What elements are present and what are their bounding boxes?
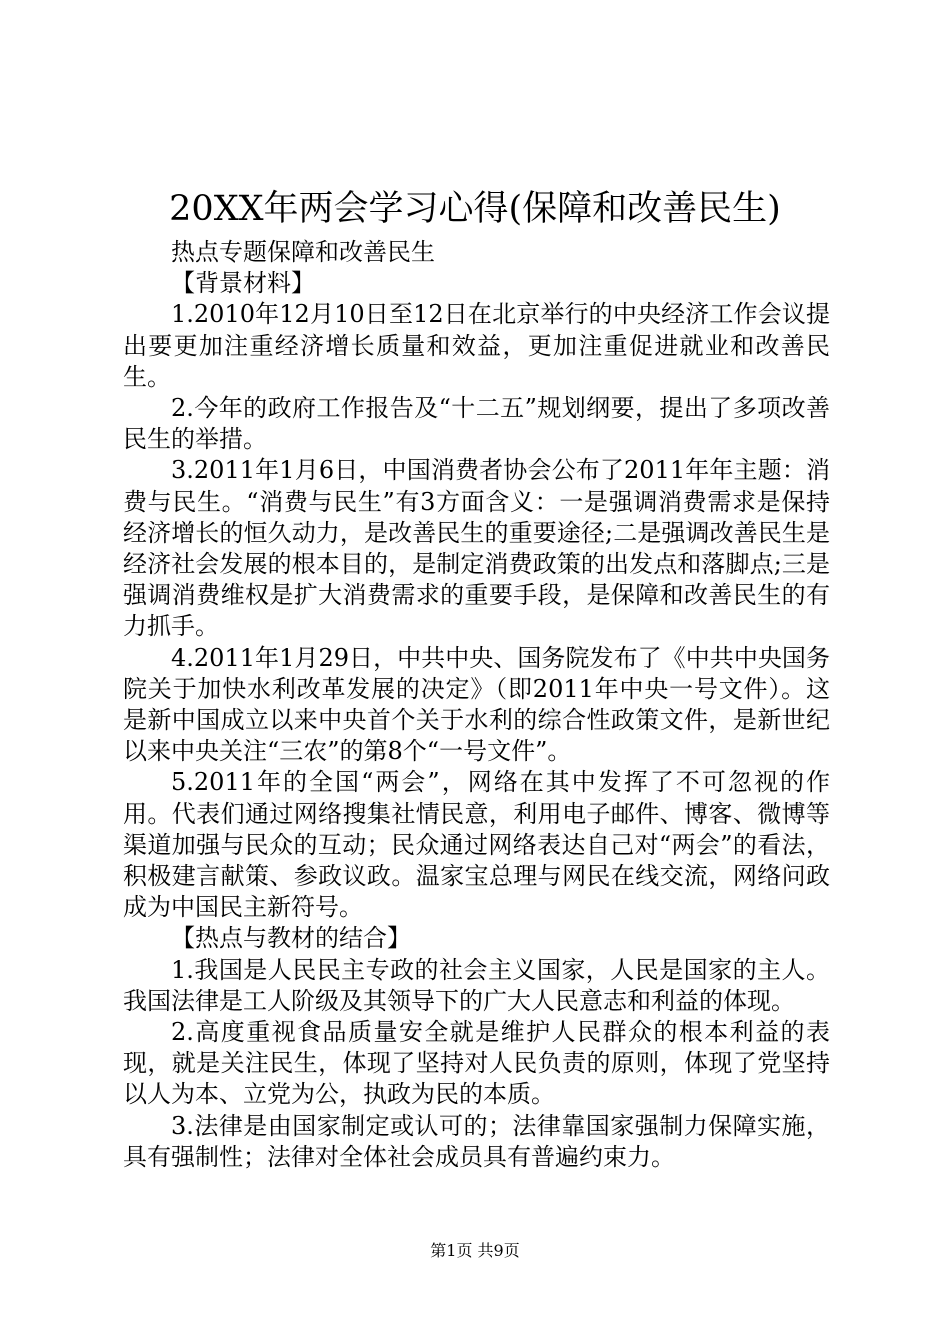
page-footer: 第1页 共9页: [430, 1241, 520, 1260]
document-title: 20XX年两会学习心得(保障和改善民生): [169, 189, 781, 229]
paragraph-background-1: 1.2010年12月10日至12日在北京举行的中央经济工作会议提出要更加注重经济增长质量和效益，更加注重促进就业和改善民生。: [123, 300, 830, 391]
paragraph-background-5: 5.2011年的全国“两会”，网络在其中发挥了不可忽视的作用。代表们通过网络搜集社情民意，利用电子邮件、博客、微博等渠道加强与民众的互动；民众通过网络表达自己对“两会”的看法，积极建言献策、参政议政。温家宝总理与网民在线交流，网络问政成为中国民主新符号。: [123, 768, 830, 922]
paragraph-hotspot-3: 3.法律是由国家制定或认可的；法律靠国家强制力保障实施，具有强制性；法律对全体社会成员具有普遍约束力。: [123, 1111, 830, 1171]
document-body: [123, 237, 830, 1173]
paragraph-background-3: 3.2011年1月6日，中国消费者协会公布了2011年年主题：消费与民生。“消费与民生”有3方面含义：一是强调消费需求是保持经济增长的恒久动力，是改善民生的重要途径;二是强调改善民生是经济社会发展的根本目的，是制定消费政策的出发点和落脚点;三是强调消费维权是扩大消费需求的重要手段，是保障和改善民生的有力抓手。: [123, 456, 830, 641]
paragraph-background-2: 2.今年的政府工作报告及“十二五”规划纲要，提出了多项改善民生的举措。: [123, 394, 830, 454]
paragraph-hotspot-1: 1.我国是人民民主专政的社会主义国家，人民是国家的主人。我国法律是工人阶级及其领导下的广大人民意志和利益的体现。: [123, 955, 830, 1015]
section-heading-hotspot: 【热点与教材的结合】: [171, 924, 411, 953]
subtitle: 热点专题保障和改善民生: [171, 238, 435, 266]
paragraph-background-4: 4.2011年1月29日，中共中央、国务院发布了《中共中央国务院关于加快水利改革发展的决定》（即2011年中央一号文件）。这是新中国成立以来中央首个关于水利的综合性政策文件，是新世纪以来中央关注“三农”的第8个“一号文件”。: [123, 643, 830, 766]
paragraph-hotspot-2: 2.高度重视食品质量安全就是维护人民群众的根本利益的表现，就是关注民生，体现了坚持对人民负责的原则，体现了党坚持以人为本、立党为公，执政为民的本质。: [123, 1018, 830, 1109]
section-heading-background: 【背景材料】: [171, 269, 315, 298]
